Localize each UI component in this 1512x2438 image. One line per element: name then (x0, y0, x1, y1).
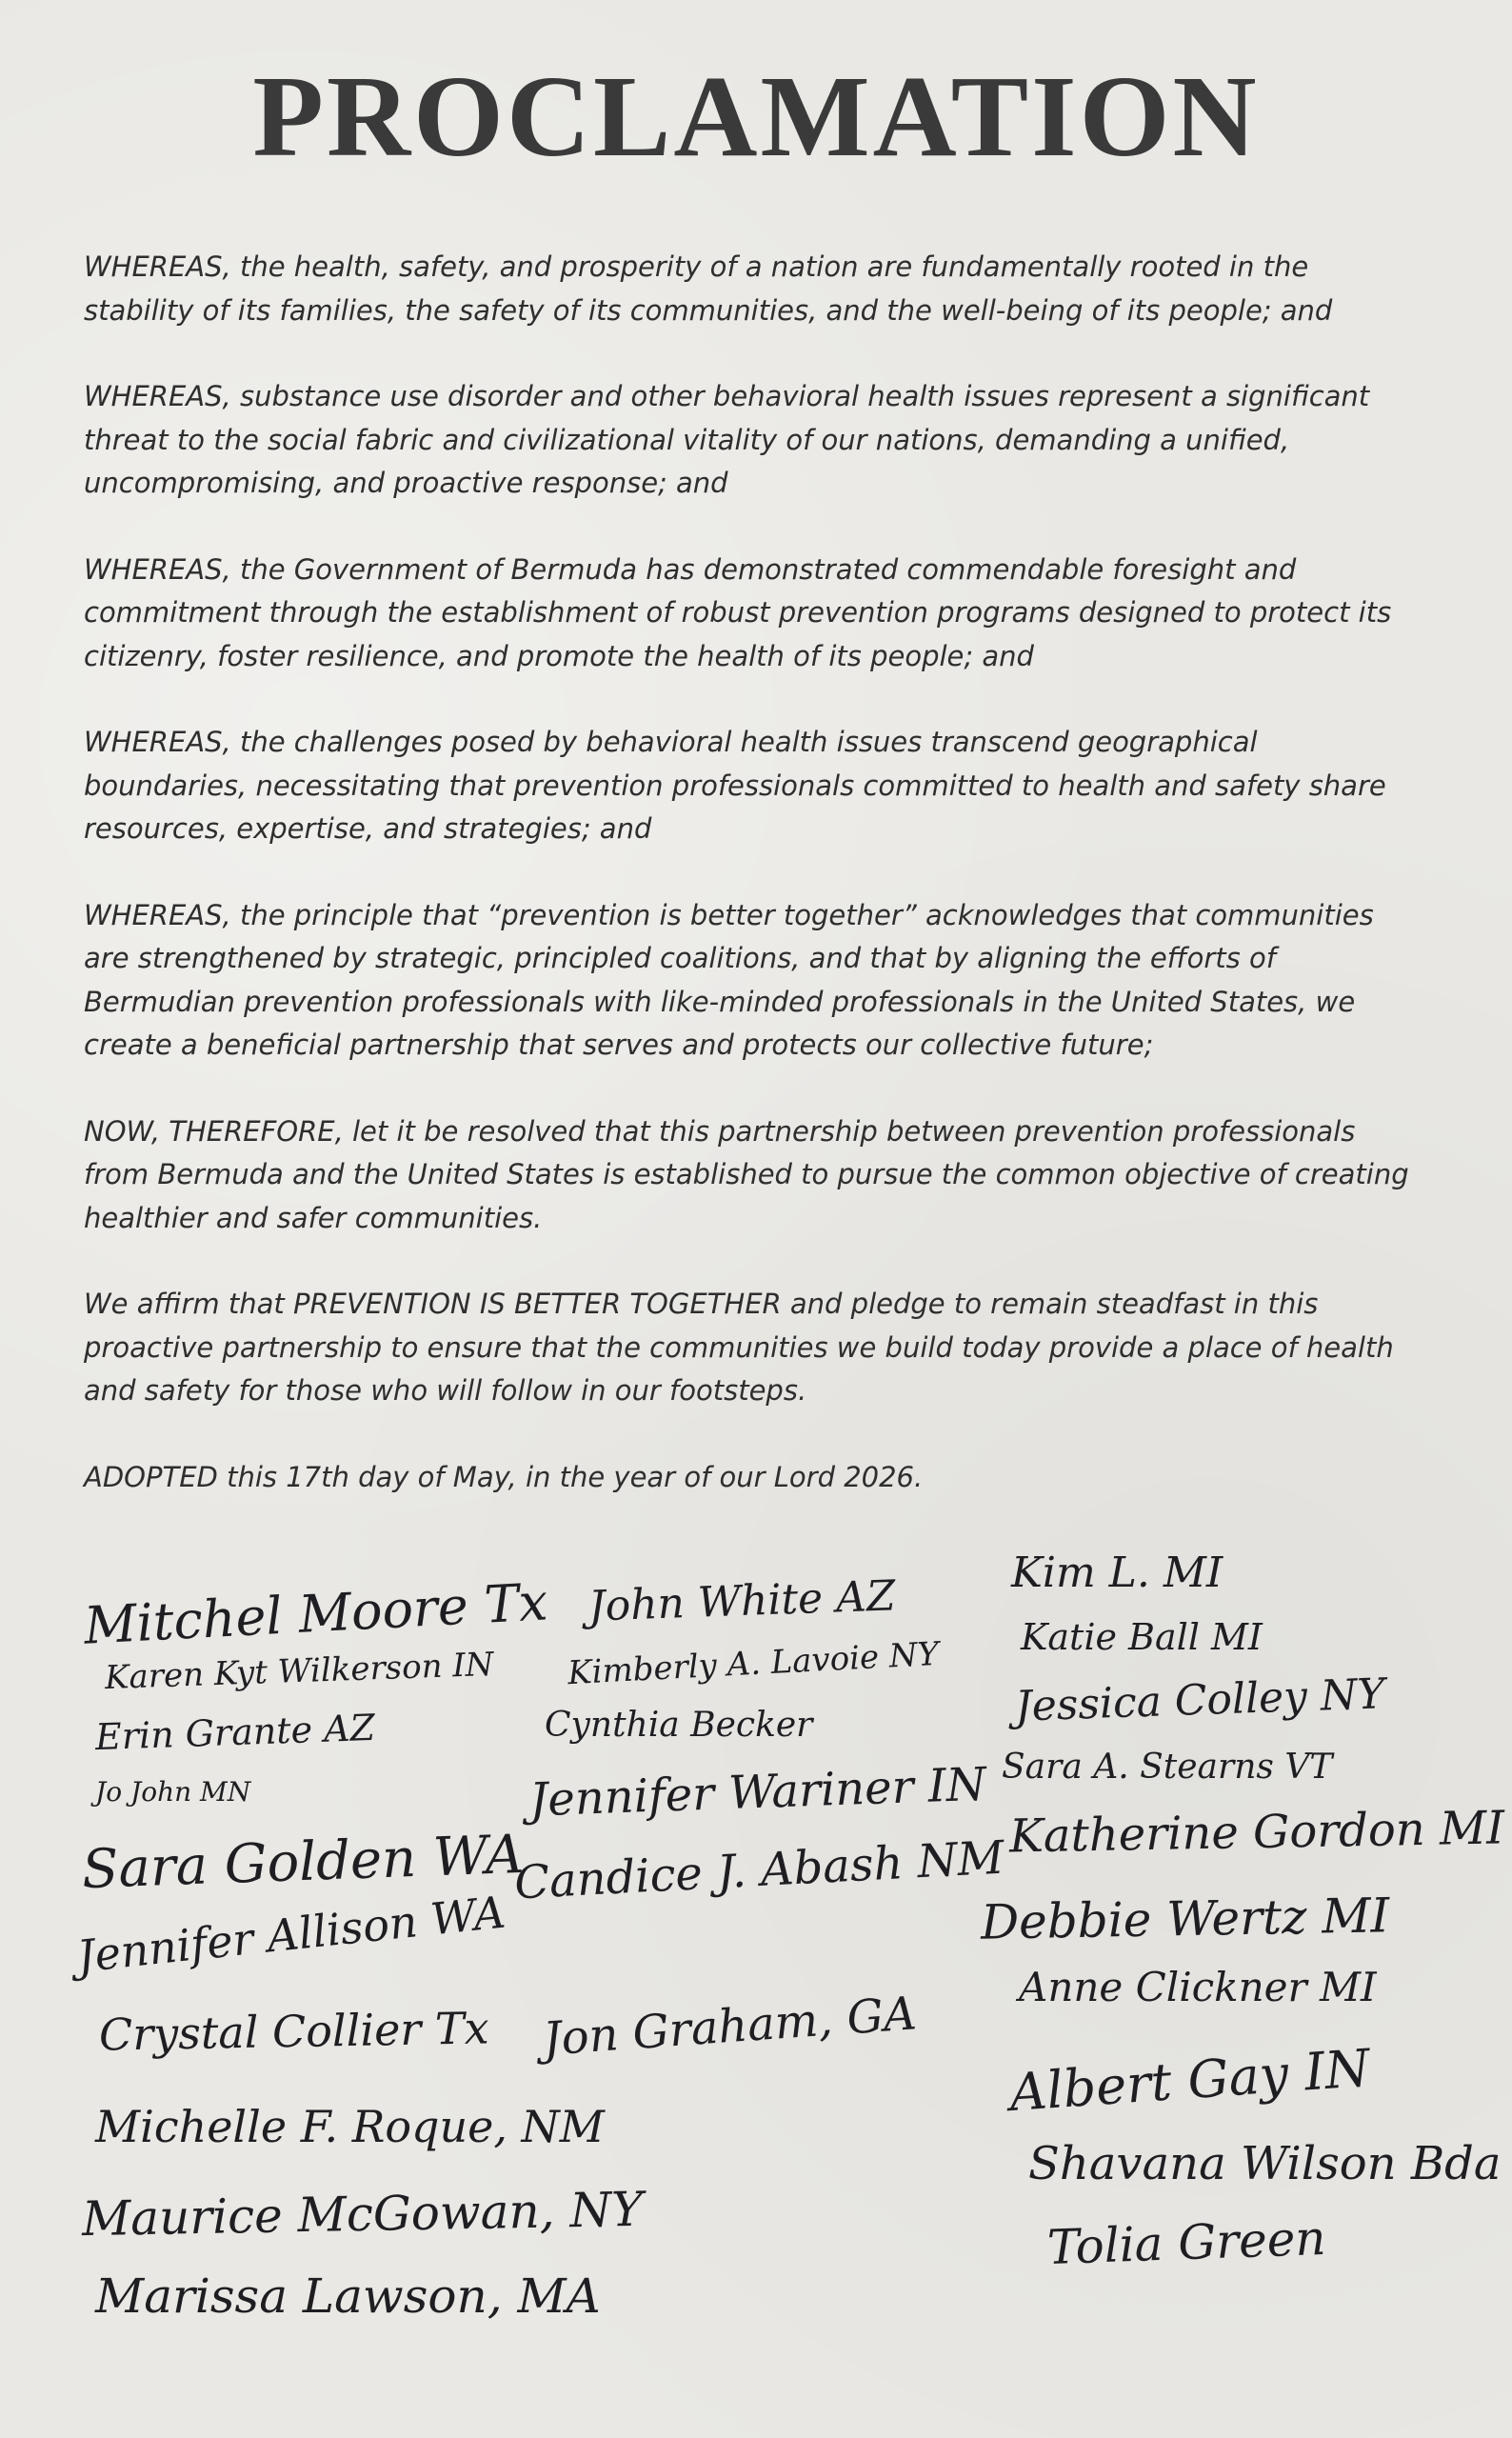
whereas-paragraph-5: WHEREAS, the principle that “prevention is better together” acknowledges that communities are strengthened by strategic, principled coalitions, and that by aligning the efforts of Bermudian prevention professionals with like-minded professionals in the United States, we create a beneficial partnership that serves and protects our collective future; (84, 898, 1374, 1061)
signature: Karen Kyt Wilkerson IN (104, 1645, 495, 1698)
resolution-paragraph: NOW, THEREFORE, let it be resolved that this partnership between prevention professionals from Bermuda and the United States is established to pursue the common objective of creating healthier and safer communities. (84, 1114, 1409, 1234)
adoption-line: ADOPTED this 17th day of May, in the year of our Lord 2026. (84, 1460, 924, 1493)
signature: Jennifer Allison WA (74, 1886, 508, 1983)
signature: Sara A. Stearns VT (1002, 1748, 1333, 1787)
signature: Katie Ball MI (1021, 1616, 1263, 1658)
signature: Crystal Collier Tx (98, 2002, 489, 2061)
proclamation-body (84, 246, 1455, 1542)
signature: Mitchel Moore Tx (82, 1571, 549, 1656)
whereas-paragraph-1: WHEREAS, the health, safety, and prosperity of a nation are fundamentally rooted in the stability of its families, the safety of its communities, and the well-being of its people; and (84, 250, 1333, 327)
signature: Sara Golden WA (80, 1823, 526, 1902)
signature: Cynthia Becker (545, 1706, 813, 1745)
signature: Candice J. Abash NM (512, 1830, 1005, 1910)
signature: Kimberly A. Lavoie NY (567, 1634, 941, 1693)
signature: Maurice McGowan, NY (81, 2181, 644, 2248)
signature: Jon Graham, GA (541, 1987, 919, 2067)
whereas-paragraph-2: WHEREAS, substance use disorder and other behavioral health issues represent a significant threat to the social fabric and civilizational vitality of our nations, demanding a unified, uncompromising, and proactive response; and (84, 380, 1370, 499)
signature: Marissa Lawson, MA (95, 2268, 601, 2324)
signature: Katherine Gordon MI (1008, 1801, 1505, 1864)
signature: John White AZ (587, 1571, 897, 1631)
signature: Michelle F. Roque, NM (95, 2101, 605, 2152)
signature: Jo John MN (95, 1776, 251, 1808)
signature: Erin Grante AZ (94, 1706, 376, 1759)
signature: Debbie Wertz MI (980, 1888, 1390, 1950)
signature: Jennifer Wariner IN (528, 1757, 987, 1828)
document-title: PROCLAMATION (252, 52, 1260, 181)
signature: Anne Clickner MI (1019, 1964, 1377, 2010)
signature: Shavana Wilson Bda (1028, 2137, 1502, 2190)
whereas-paragraph-4: WHEREAS, the challenges posed by behavioral health issues transcend geographical boundaries, necessitating that prevention professionals committed to health and safety share resources, expertise, and strategies; and (84, 726, 1386, 845)
affirmation-paragraph: We affirm that PREVENTION IS BETTER TOGETHER and pledge to remain steadfast in this proactive partnership to ensure that the communities we build today provide a place of health and safety for those who will follow in our footsteps. (84, 1288, 1394, 1407)
signature: Tolia Green (1046, 2209, 1327, 2276)
signature: Jessica Colley NY (1014, 1669, 1386, 1731)
whereas-paragraph-3: WHEREAS, the Government of Bermuda has demonstrated commendable foresight and commitment through the establishment of robust prevention programs designed to protect its citizenry, foster resilience, and promote the health of its people; and (84, 552, 1392, 672)
signature: Albert Gay IN (1007, 2037, 1372, 2124)
signature: Kim L. MI (1011, 1549, 1224, 1597)
